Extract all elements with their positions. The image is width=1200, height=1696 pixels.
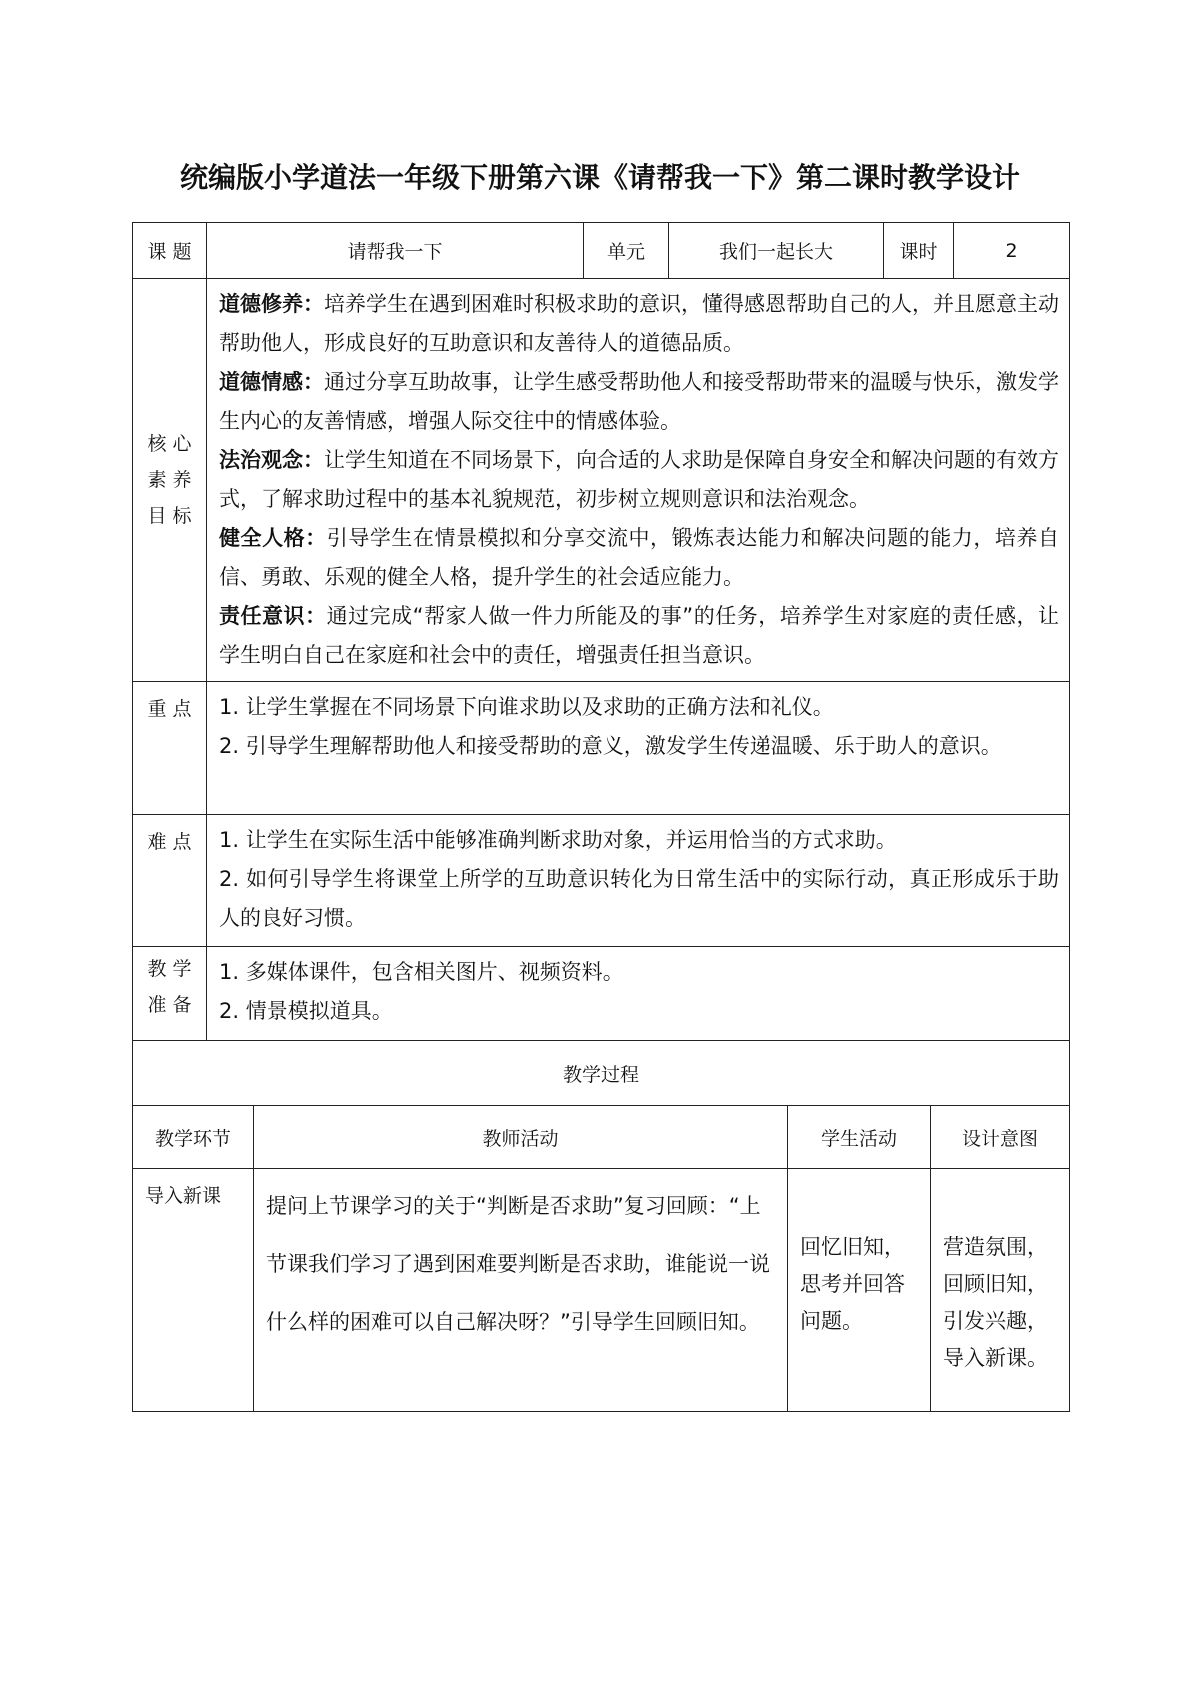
page-title: 统编版小学道法一年级下册第六课《请帮我一下》第二课时教学设计: [179, 161, 1020, 194]
difficulties-label: 难 点: [133, 815, 207, 947]
core-label-line: 目 标: [147, 505, 192, 527]
preparation-item: 1. 多媒体课件，包含相关图片、视频资料。: [219, 960, 624, 984]
student-activity-cell: 回忆旧知，思考并回答问题。: [788, 1169, 931, 1412]
difficulty-item: 1. 让学生在实际生活中能够准确判断求助对象，并运用恰当的方式求助。: [219, 828, 897, 852]
core-item-head: 道德修养：: [219, 292, 324, 316]
core-item-text: 通过分享互助故事，让学生感受帮助他人和接受帮助带来的温暖与快乐，激发学生内心的友善情感，增强人际交往中的情感体验。: [219, 370, 1059, 433]
col-header-teacher: 教师活动: [254, 1106, 788, 1169]
preparation-content: [207, 947, 1070, 1041]
col-header-intent: 设计意图: [931, 1106, 1070, 1169]
core-item-text: 引导学生在情景模拟和分享交流中，锻炼表达能力和解决问题的能力，培养自信、勇敢、乐观的健全人格，提升学生的社会适应能力。: [219, 526, 1059, 589]
teaching-process-table: [132, 1040, 1070, 1412]
core-item: [219, 519, 1059, 597]
core-label-line: 素 养: [147, 469, 192, 491]
core-item: [219, 441, 1059, 519]
core-item-text: 通过完成“帮家人做一件力所能及的事”的任务，培养学生对家庭的责任感，让学生明白自己在家庭和社会中的责任，增强责任担当意识。: [219, 604, 1059, 667]
core-item-head: 道德情感：: [219, 370, 324, 394]
difficulty-item: 2. 如何引导学生将课堂上所学的互助意识转化为日常生活中的实际行动，真正形成乐于助人的良好习惯。: [219, 867, 1059, 930]
design-intent-cell: 营造氛围，回顾旧知，引发兴趣，导入新课。: [931, 1169, 1070, 1412]
teacher-activity-cell: 提问上节课学习的关于“判断是否求助”复习回顾：“上节课我们学习了遇到困难要判断是否求助，谁能说一说什么样的困难可以自己解决呀？”引导学生回顾旧知。: [254, 1169, 788, 1412]
preparation-label-line: 教 学: [147, 958, 192, 980]
preparation-item: 2. 情景模拟道具。: [219, 999, 393, 1023]
key-point-item: 1. 让学生掌握在不同场景下向谁求助以及求助的正确方法和礼仪。: [219, 695, 834, 719]
process-title: 教学过程: [133, 1041, 1070, 1106]
core-literacy-label: [133, 279, 207, 682]
col-header-student: 学生活动: [788, 1106, 931, 1169]
core-item-head: 法治观念：: [219, 448, 324, 472]
unit-label: 单元: [584, 223, 669, 279]
topic-value: 请帮我一下: [207, 223, 584, 279]
period-label: 课时: [884, 223, 954, 279]
core-item: [219, 363, 1059, 441]
topic-label: 课 题: [133, 223, 207, 279]
core-item-head: 责任意识：: [219, 604, 327, 628]
core-item-head: 健全人格：: [219, 526, 327, 550]
stage-cell: 导入新课: [133, 1169, 254, 1412]
unit-value: 我们一起长大: [669, 223, 884, 279]
core-item: [219, 285, 1059, 363]
key-points-label: 重 点: [133, 682, 207, 815]
col-header-stage: 教学环节: [133, 1106, 254, 1169]
table-row: [133, 1169, 1070, 1412]
difficulties-content: [207, 815, 1070, 947]
core-item-text: 培养学生在遇到困难时积极求助的意识，懂得感恩帮助自己的人，并且愿意主动帮助他人，形成良好的互助意识和友善待人的道德品质。: [219, 292, 1059, 355]
key-points-content: [207, 682, 1070, 815]
lesson-info-table: [132, 222, 1070, 1041]
core-item: [219, 597, 1059, 675]
period-value: 2: [954, 223, 1070, 279]
core-literacy-content: [207, 279, 1070, 682]
core-item-text: 让学生知道在不同场景下，向合适的人求助是保障自身安全和解决问题的有效方式，了解求助过程中的基本礼貌规范，初步树立规则意识和法治观念。: [219, 448, 1059, 511]
preparation-label: [133, 947, 207, 1041]
preparation-label-line: 准 备: [147, 994, 192, 1016]
core-label-line: 核 心: [147, 433, 192, 455]
key-point-item: 2. 引导学生理解帮助他人和接受帮助的意义，激发学生传递温暖、乐于助人的意识。: [219, 734, 1002, 758]
